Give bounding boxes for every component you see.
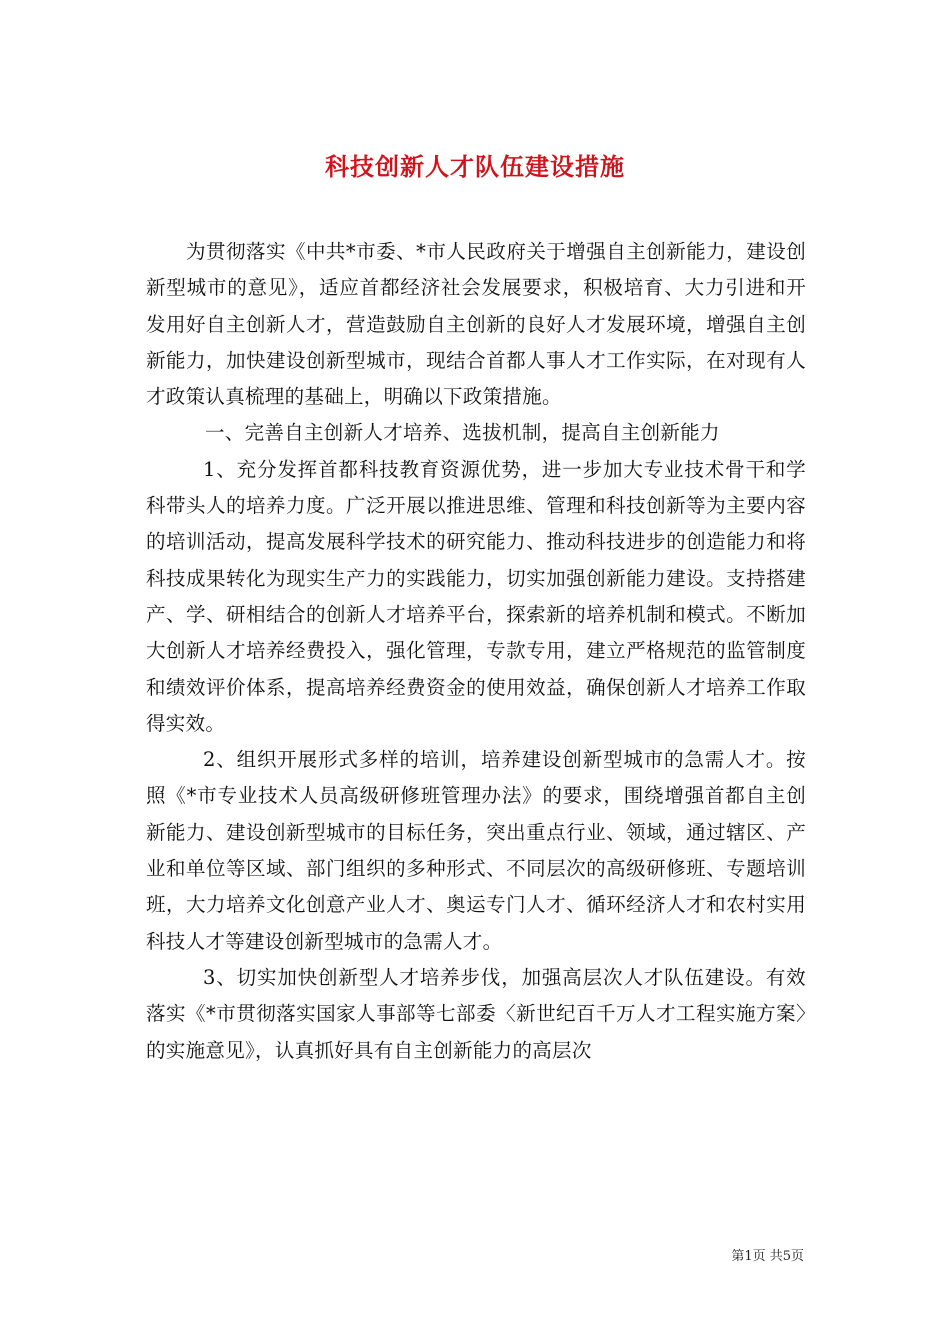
page-number-footer: 第1页 共5页 — [731, 1249, 804, 1264]
paragraph-item-3: 3、切实加快创新型人才培养步伐，加强高层次人才队伍建设。有效落实《*市贯彻落实国家人事部等七部委〈新世纪百千万人才工程实施方案〉的实施意见》，认真抓好具有自主创新能力的高层次 — [146, 965, 806, 1062]
document-body — [146, 234, 806, 1069]
paragraph-intro: 为贯彻落实《中共*市委、*市人民政府关于增强自主创新能力，建设创新型城市的意见》，适应首都经济社会发展要求，积极培育、大力引进和开发用好自主创新人才，营造鼓励自主创新的良好人才发展环境，增强自主创新能力，加快建设创新型城市，现结合首都人事人才工作实际，在对现有人才政策认真梳理的基础上，明确以下政策措施。 — [146, 240, 806, 409]
document-title: 科技创新人才队伍建设措施 — [325, 152, 625, 182]
section-heading-1: 一、完善自主创新人才培养、选拔机制，提高自主创新能力 — [205, 421, 720, 445]
paragraph-item-1: 1、充分发挥首都科技教育资源优势，进一步加大专业技术骨干和学科带头人的培养力度。广泛开展以推进思维、管理和科技创新等为主要内容的培训活动，提高发展科学技术的研究能力、推动科技进步的创造能力和将科技成果转化为现实生产力的实践能力，切实加强创新能力建设。支持搭建产、学、研相结合的创新人才培养平台，探索新的培养机制和模式。不断加大创新人才培养经费投入，强化管理，专款专用，建立严格规范的监管制度和绩效评价体系，提高培养经费资金的使用效益，确保创新人才培养工作取得实效。 — [146, 457, 806, 735]
paragraph-item-2: 2、组织开展形式多样的培训，培养建设创新型城市的急需人才。按照《*市专业技术人员高级研修班管理办法》的要求，围绕增强首都自主创新能力、建设创新型城市的目标任务，突出重点行业、领域，通过辖区、产业和单位等区域、部门组织的多种形式、不同层次的高级研修班、专题培训班，大力培养文化创意产业人才、奥运专门人才、循环经济人才和农村实用科技人才等建设创新型城市的急需人才。 — [146, 748, 806, 953]
